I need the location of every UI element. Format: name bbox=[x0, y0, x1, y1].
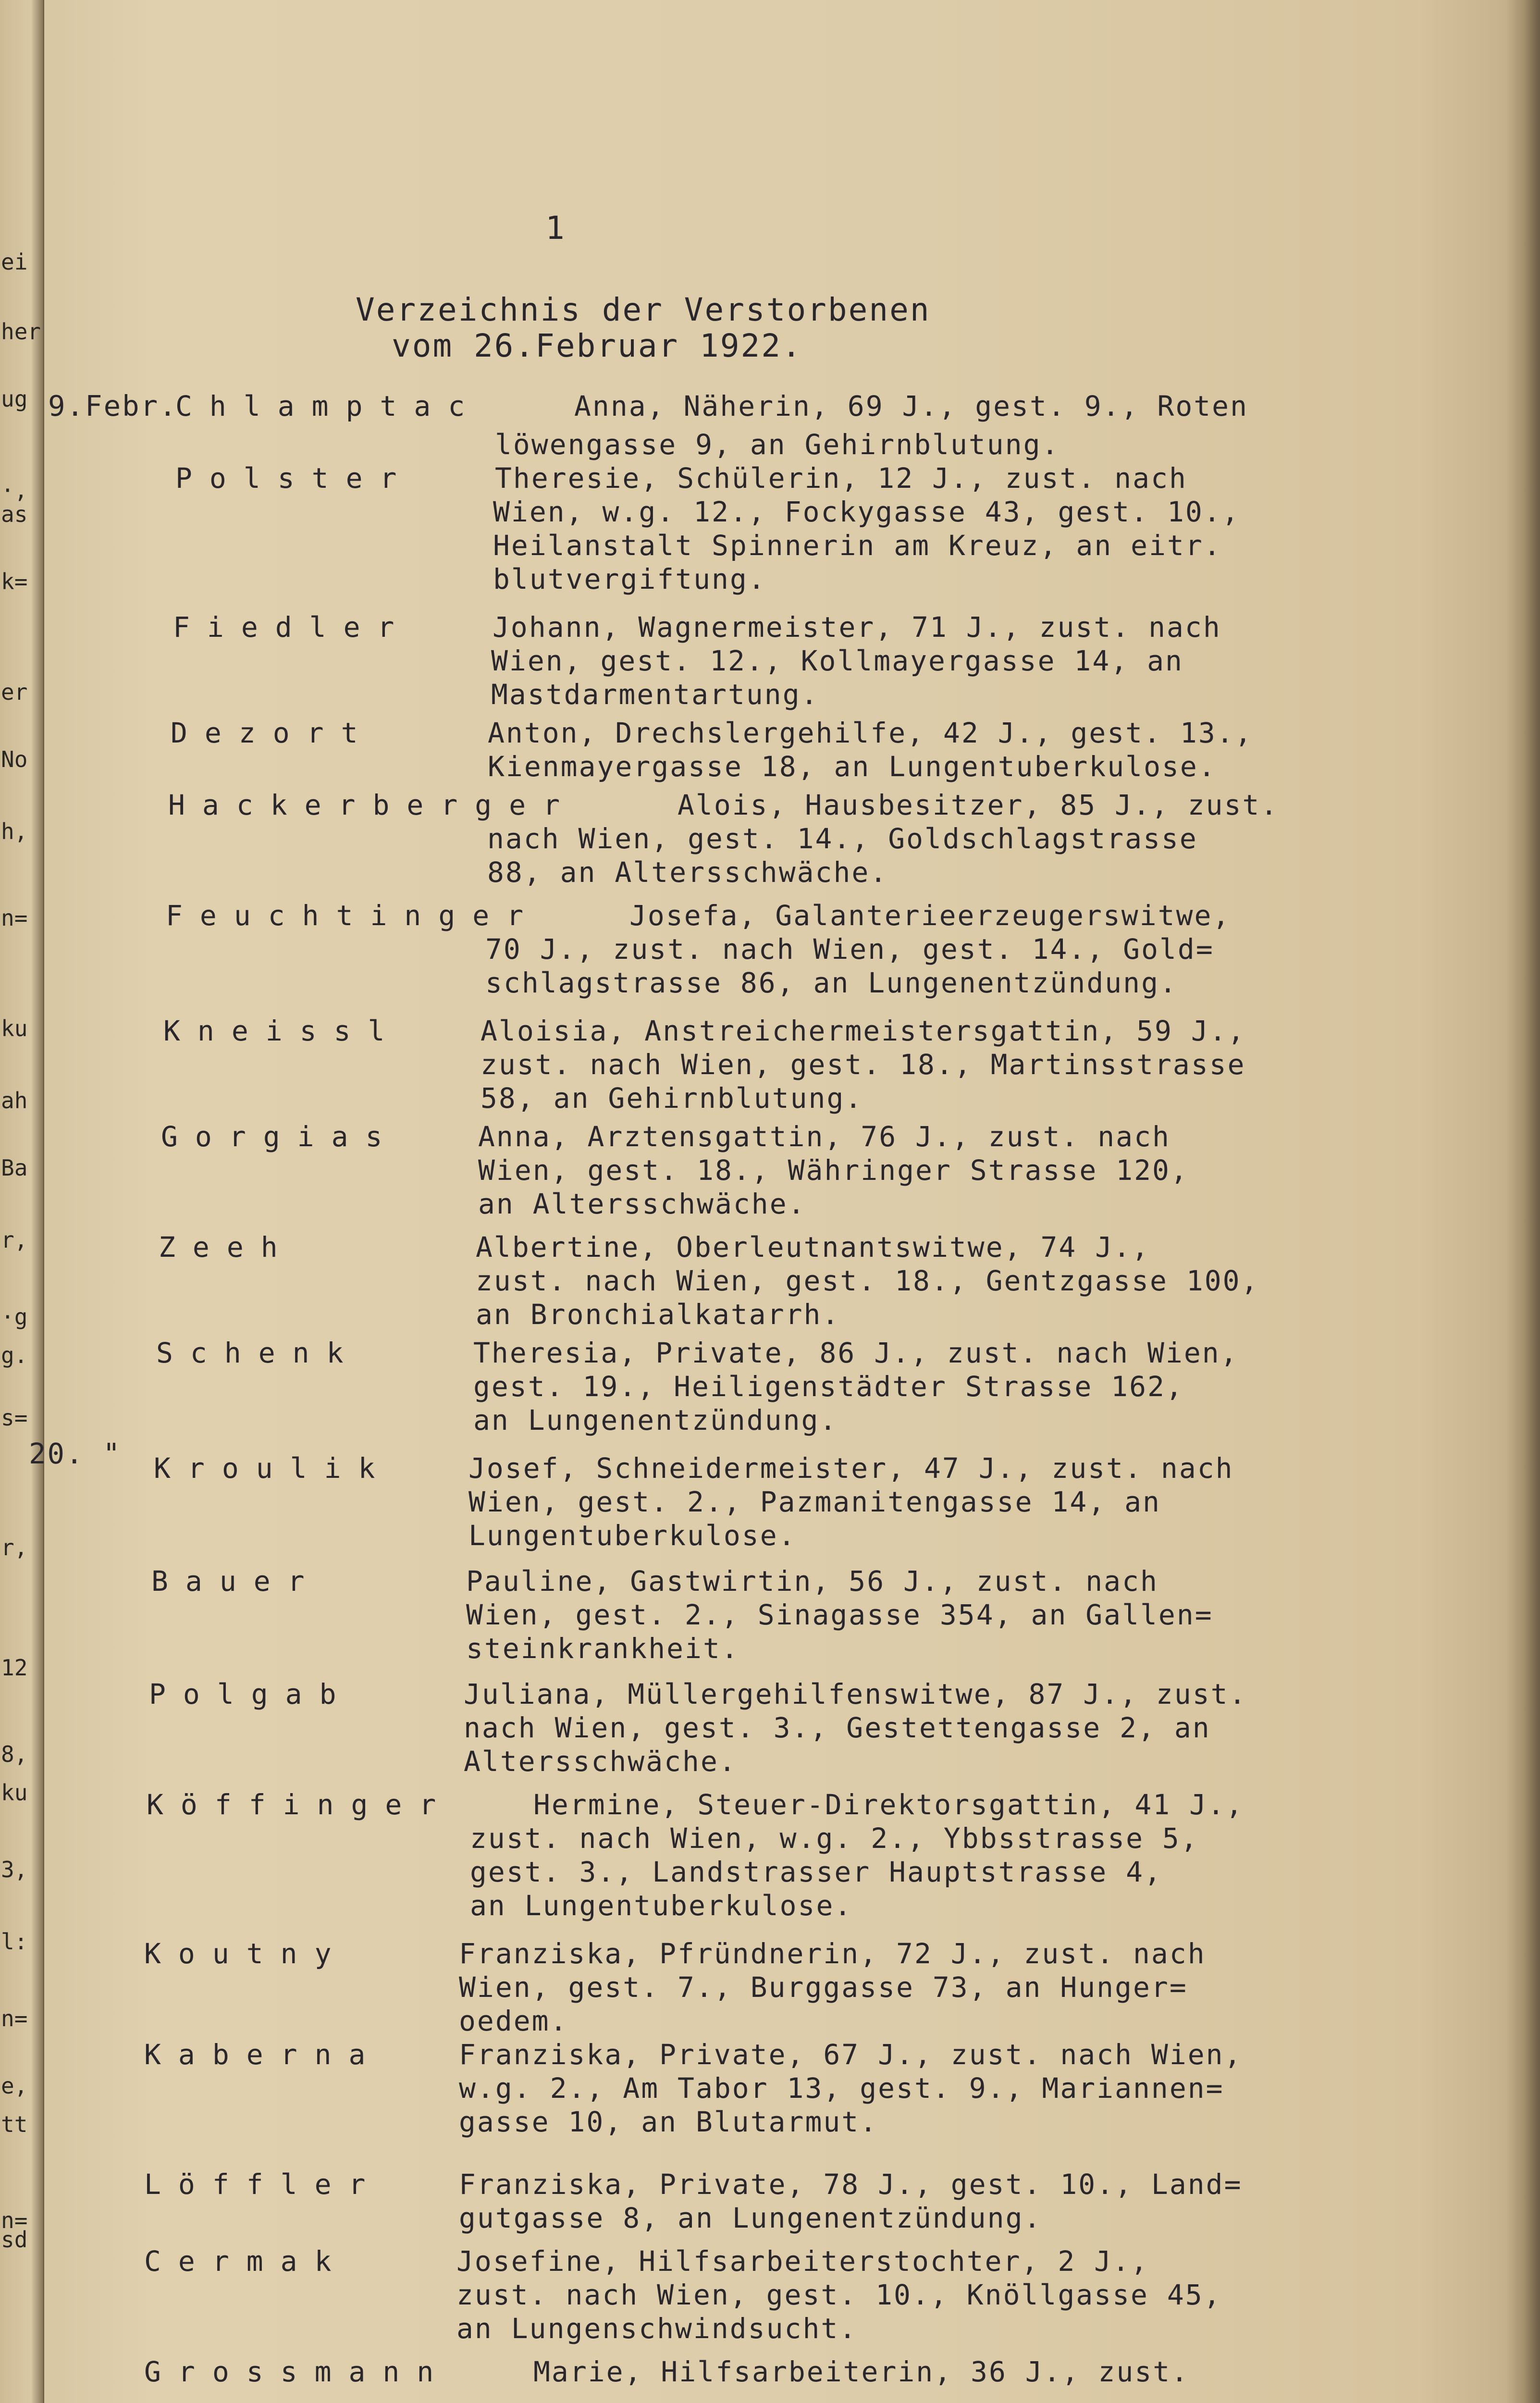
previous-page-text-fragment: ku bbox=[1, 1780, 28, 1806]
entry-text-line: 58, an Gehirnblutung. bbox=[480, 1082, 863, 1115]
entry-text-line: Wien, gest. 18., Währinger Strasse 120, bbox=[478, 1154, 1189, 1187]
entry-text-line: an Lungentuberkulose. bbox=[470, 1889, 853, 1922]
previous-page-text-fragment: tt bbox=[1, 2111, 28, 2137]
entry-surname: Bauer bbox=[151, 1565, 322, 1598]
entry-surname: Kaberna bbox=[144, 2038, 383, 2071]
entry-text-line: zust. nach Wien, gest. 18., Martinsstrasse bbox=[480, 1048, 1246, 1081]
previous-page-text-fragment: 12 bbox=[1, 1655, 28, 1681]
page-number: 1 bbox=[545, 210, 566, 247]
entry-text-line: Mastdarmentartung. bbox=[491, 678, 819, 711]
entry-date: 20. " bbox=[29, 1437, 122, 1470]
previous-page-text-fragment: ug bbox=[1, 386, 28, 412]
document-date: vom 26.Februar 1922. bbox=[392, 327, 802, 364]
entry-text-line: Theresia, Private, 86 J., zust. nach Wien, bbox=[473, 1337, 1239, 1369]
entry-surname: Polgab bbox=[149, 1678, 354, 1710]
entry-text-line: gutgasse 8, an Lungenentzündung. bbox=[459, 2202, 1042, 2234]
entry-text-line: Lungentuberkulose. bbox=[468, 1519, 797, 1552]
previous-page-text-fragment: h, bbox=[1, 818, 28, 844]
previous-page-text-fragment: ·g bbox=[1, 1304, 28, 1330]
entry-surname: Grossmann bbox=[144, 2355, 451, 2388]
entry-text-line: Anton, Drechslergehilfe, 42 J., gest. 13., bbox=[488, 717, 1253, 749]
entry-text-line: Josefine, Hilfsarbeiterstochter, 2 J., bbox=[456, 2245, 1149, 2278]
previous-page-text-fragment: 3, bbox=[1, 1857, 28, 1883]
entry-text-line: gest. 19., Heiligenstädter Strasse 162, bbox=[473, 1370, 1184, 1403]
entry-text-line: an Bronchialkatarrh. bbox=[476, 1298, 840, 1331]
entry-surname: Chlamptac bbox=[175, 390, 482, 422]
entry-surname: Hackerberger bbox=[168, 789, 578, 821]
entry-text-line: Franziska, Private, 67 J., zust. nach Wien, bbox=[459, 2038, 1243, 2071]
previous-page-text-fragment: k= bbox=[1, 569, 28, 595]
document-title: Verzeichnis der Verstorbenen bbox=[356, 291, 931, 328]
entry-text-line: gest. 3., Landstrasser Hauptstrasse 4, bbox=[470, 1856, 1162, 1888]
previous-page-text-fragment: n= bbox=[1, 905, 28, 931]
entry-date: 9.Febr. bbox=[48, 389, 178, 422]
entry-text-line: Josef, Schneidermeister, 47 J., zust. nach bbox=[468, 1452, 1234, 1485]
entry-surname: Schenk bbox=[156, 1337, 361, 1369]
entry-text-line: an Altersschwäche. bbox=[478, 1188, 806, 1220]
entry-surname: Köffinger bbox=[147, 1788, 454, 1821]
entry-surname: Koutny bbox=[144, 1937, 349, 1970]
entry-text-line: nach Wien, gest. 14., Goldschlagstrasse bbox=[487, 822, 1198, 855]
entry-text-line: zust. nach Wien, gest. 18., Gentzgasse 100, bbox=[476, 1264, 1259, 1297]
entry-text-line: Kienmayergasse 18, an Lungentuberkulose. bbox=[488, 750, 1217, 783]
entry-text-line: löwengasse 9, an Gehirnblutung. bbox=[495, 428, 1060, 461]
entry-text-line: zust. nach Wien, gest. 10., Knöllgasse 45, bbox=[456, 2279, 1222, 2311]
entry-text-line: nach Wien, gest. 3., Gestettengasse 2, an bbox=[464, 1711, 1211, 1744]
previous-page-text-fragment: sd bbox=[1, 2227, 28, 2253]
entry-surname: Kroulik bbox=[154, 1452, 393, 1485]
entry-text-line: an Lungenschwindsucht. bbox=[456, 2312, 858, 2345]
entry-surname: Löffler bbox=[144, 2168, 383, 2201]
previous-page-text-fragment: ku bbox=[1, 1016, 28, 1041]
previous-page-text-fragment: ei bbox=[1, 249, 28, 275]
entry-text-line: w.g. 2., Am Tabor 13, gest. 9., Mariannen= bbox=[459, 2072, 1224, 2105]
entry-text-line: Anna, Näherin, 69 J., gest. 9., Roten bbox=[574, 390, 1249, 422]
entry-text-line: zust. nach Wien, w.g. 2., Ybbsstrasse 5, bbox=[470, 1822, 1199, 1855]
entry-surname: Feuchtinger bbox=[166, 899, 541, 932]
entry-text-line: Marie, Hilfsarbeiterin, 36 J., zust. bbox=[533, 2355, 1190, 2388]
entry-text-line: Hermine, Steuer-Direktorsgattin, 41 J., bbox=[533, 1788, 1244, 1821]
previous-page-text-fragment: her bbox=[1, 319, 41, 345]
previous-page-text-fragment: r, bbox=[1, 1535, 28, 1561]
entry-text-line: steinkrankheit. bbox=[466, 1632, 739, 1665]
entry-surname: Polster bbox=[175, 462, 414, 495]
entry-text-line: Pauline, Gastwirtin, 56 J., zust. nach bbox=[466, 1565, 1158, 1598]
entry-surname: Zeeh bbox=[159, 1231, 295, 1263]
entry-text-line: oedem. bbox=[459, 2005, 568, 2037]
entry-text-line: 88, an Altersschwäche. bbox=[487, 856, 888, 889]
entry-text-line: blutvergiftung. bbox=[493, 563, 766, 595]
entry-surname: Cermak bbox=[144, 2245, 349, 2278]
previous-page-text-fragment: as bbox=[1, 501, 28, 527]
previous-page-text-fragment: n= bbox=[1, 2006, 28, 2031]
entry-text-line: Wien, gest. 12., Kollmayergasse 14, an bbox=[491, 644, 1183, 677]
previous-page-text-fragment: g. bbox=[1, 1342, 28, 1368]
entry-text-line: Wien, w.g. 12., Fockygasse 43, gest. 10., bbox=[493, 495, 1240, 528]
entry-text-line: Albertine, Oberleutnantswitwe, 74 J., bbox=[476, 1231, 1150, 1263]
entry-surname: Fiedler bbox=[173, 611, 412, 644]
entry-surname: Dezort bbox=[171, 717, 375, 749]
entry-text-line: schlagstrasse 86, an Lungenentzündung. bbox=[485, 966, 1178, 999]
entry-text-line: 70 J., zust. nach Wien, gest. 14., Gold= bbox=[485, 933, 1214, 966]
previous-page-text-fragment: 8, bbox=[1, 1741, 28, 1767]
entry-text-line: Juliana, Müllergehilfenswitwe, 87 J., zust. bbox=[464, 1678, 1247, 1710]
entry-text-line: Johann, Wagnermeister, 71 J., zust. nach bbox=[493, 611, 1221, 644]
entry-text-line: Franziska, Private, 78 J., gest. 10., Land= bbox=[459, 2168, 1243, 2201]
entry-text-line: Wien, gest. 2., Pazmanitengasse 14, an bbox=[468, 1486, 1161, 1518]
previous-page-text-fragment: l: bbox=[1, 1929, 28, 1955]
previous-page-edge bbox=[0, 0, 44, 2403]
previous-page-text-fragment: Ba bbox=[1, 1155, 28, 1181]
entry-text-line: Anna, Arztensgattin, 76 J., zust. nach bbox=[478, 1120, 1170, 1153]
page-right-edge bbox=[1506, 0, 1540, 2403]
entry-text-line: an Lungenentzündung. bbox=[473, 1404, 838, 1437]
entry-surname: Gorgias bbox=[161, 1120, 400, 1153]
entry-surname: Kneissl bbox=[163, 1015, 402, 1047]
previous-page-text-fragment: n= bbox=[1, 2207, 28, 2233]
entry-text-line: gasse 10, an Blutarmut. bbox=[459, 2106, 878, 2138]
entry-text-line: Theresie, Schülerin, 12 J., zust. nach bbox=[495, 462, 1187, 495]
entry-text-line: Aloisia, Anstreichermeistersgattin, 59 J., bbox=[480, 1015, 1246, 1047]
entry-text-line: Heilanstalt Spinnerin am Kreuz, an eitr. bbox=[493, 529, 1222, 562]
entry-text-line: Franziska, Pfründnerin, 72 J., zust. nach bbox=[459, 1937, 1206, 1970]
entry-text-line: Wien, gest. 2., Sinagasse 354, an Gallen= bbox=[466, 1598, 1213, 1631]
entry-text-line: Wien, gest. 7., Burggasse 73, an Hunger= bbox=[459, 1971, 1188, 2004]
entry-text-line: Altersschwäche. bbox=[464, 1745, 737, 1778]
previous-page-text-fragment: ah bbox=[1, 1088, 28, 1114]
previous-page-text-fragment: er bbox=[1, 679, 28, 705]
entry-text-line: Alois, Hausbesitzer, 85 J., zust. bbox=[678, 789, 1279, 821]
previous-page-text-fragment: No bbox=[1, 746, 28, 772]
previous-page-text-fragment: e, bbox=[1, 2073, 28, 2099]
previous-page-text-fragment: r, bbox=[1, 1227, 28, 1253]
entry-text-line: Josefa, Galanterieerzeugerswitwe, bbox=[629, 899, 1231, 932]
previous-page-text-fragment: s= bbox=[1, 1405, 28, 1431]
previous-page-text-fragment: ·, bbox=[1, 477, 28, 503]
